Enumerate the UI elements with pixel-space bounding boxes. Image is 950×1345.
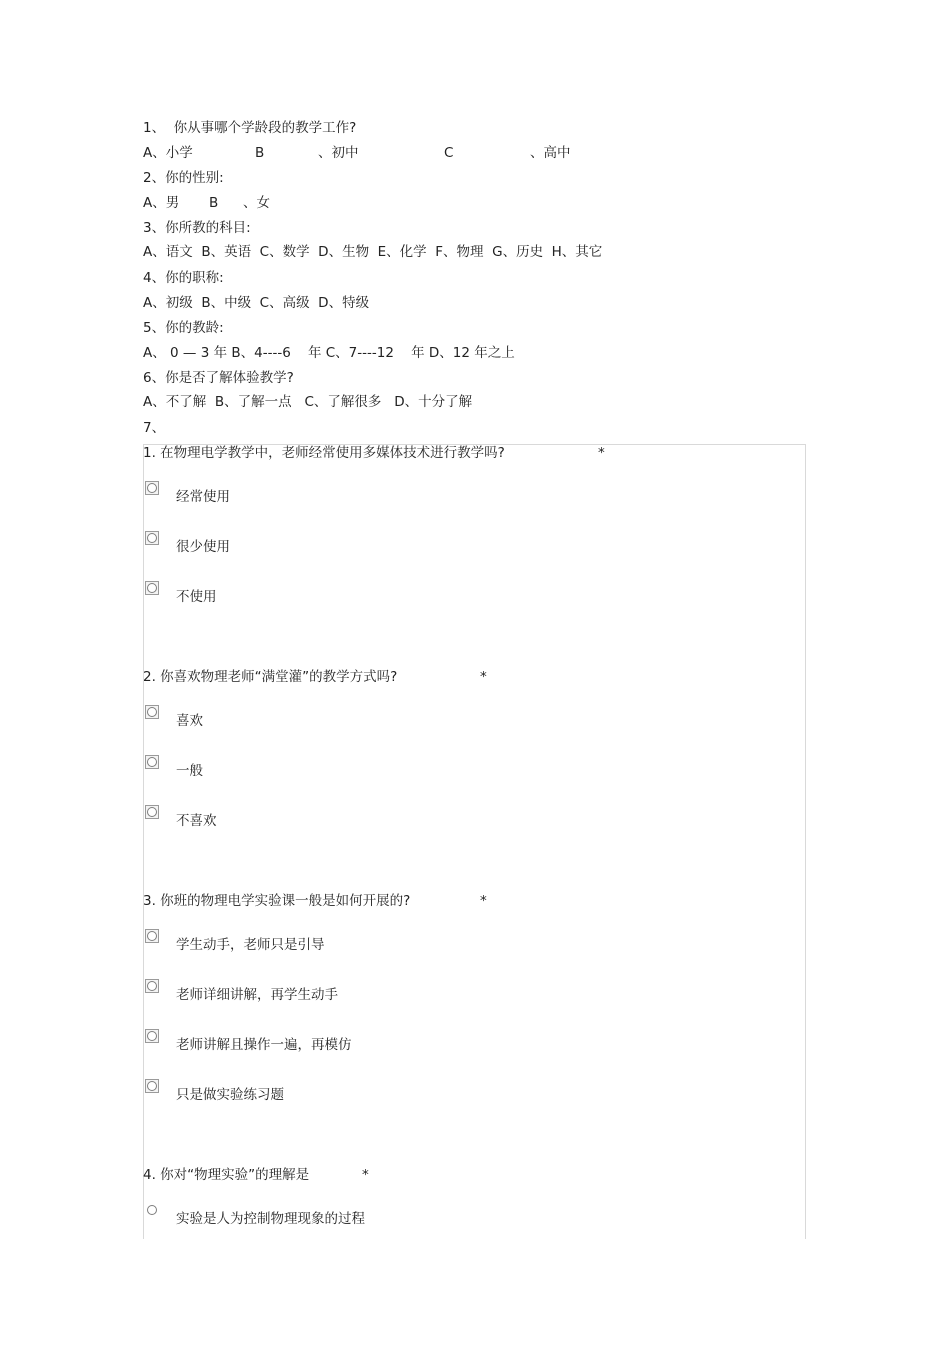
required-star: * (480, 669, 487, 685)
radio-button[interactable] (145, 531, 159, 545)
option-label[interactable]: 一般 (176, 763, 203, 779)
option-label[interactable]: 学生动手，老师只是引导 (176, 937, 325, 953)
option-label[interactable]: 只是做实验练习题 (176, 1087, 284, 1103)
intro-6-options: A、不了解 B、了解一点 C、了解很多 D、十分了解 (143, 394, 473, 410)
intro-2-option-b: B (209, 195, 219, 211)
radio-button[interactable] (145, 805, 159, 819)
item-7-label: 7、 (143, 420, 166, 436)
radio-button[interactable] (145, 929, 159, 943)
intro-2-option-a: A、男 (143, 195, 180, 211)
option-label[interactable]: 老师讲解且操作一遍，再模仿 (176, 1037, 352, 1053)
option-label[interactable]: 实验是人为控制物理现象的过程 (176, 1211, 365, 1227)
question-1-title: 1. 在物理电学教学中，老师经常使用多媒体技术进行教学吗? (143, 445, 505, 461)
option-label[interactable]: 喜欢 (176, 713, 203, 729)
survey-form-frame (143, 444, 806, 1239)
required-star: * (480, 893, 487, 909)
required-star: * (598, 445, 605, 461)
intro-3-options: A、语文 B、英语 C、数学 D、生物 E、化学 F、物理 G、历史 H、其它 (143, 244, 603, 260)
intro-question-2: 2、你的性别: (143, 170, 224, 186)
intro-2-option-b-text: 、女 (243, 195, 270, 211)
question-2-title: 2. 你喜欢物理老师“满堂灌”的教学方式吗? (143, 669, 398, 685)
radio-button[interactable] (145, 1029, 159, 1043)
radio-button[interactable] (145, 1079, 159, 1093)
radio-button[interactable] (145, 1203, 159, 1217)
intro-1-option-b: B (255, 145, 265, 161)
intro-1-option-c: C (444, 145, 454, 161)
intro-question-5: 5、你的教龄: (143, 320, 224, 336)
radio-button[interactable] (145, 705, 159, 719)
intro-question-3: 3、你所教的科目: (143, 220, 251, 236)
option-label[interactable]: 经常使用 (176, 489, 230, 505)
intro-question-6: 6、你是否了解体验教学? (143, 370, 294, 386)
option-label[interactable]: 老师详细讲解，再学生动手 (176, 987, 338, 1003)
intro-question-1: 1、 你从事哪个学龄段的教学工作? (143, 120, 357, 136)
intro-1-option-b-text: 、初中 (318, 145, 359, 161)
intro-1-option-c-text: 、高中 (530, 145, 571, 161)
radio-button[interactable] (145, 481, 159, 495)
radio-button[interactable] (145, 581, 159, 595)
intro-4-options: A、初级 B、中级 C、高级 D、特级 (143, 295, 370, 311)
radio-button[interactable] (145, 979, 159, 993)
required-star: * (362, 1167, 369, 1183)
intro-question-4: 4、你的职称: (143, 270, 224, 286)
radio-button[interactable] (145, 755, 159, 769)
question-3-title: 3. 你班的物理电学实验课一般是如何开展的? (143, 893, 411, 909)
option-label[interactable]: 不喜欢 (176, 813, 217, 829)
question-4-title: 4. 你对“物理实验”的理解是 (143, 1167, 310, 1183)
option-label[interactable]: 不使用 (176, 589, 217, 605)
option-label[interactable]: 很少使用 (176, 539, 230, 555)
intro-5-options: A、 0 — 3 年 B、4----6 年 C、7----12 年 D、12 年之上 (143, 345, 515, 361)
intro-1-option-a: A、小学 (143, 145, 193, 161)
